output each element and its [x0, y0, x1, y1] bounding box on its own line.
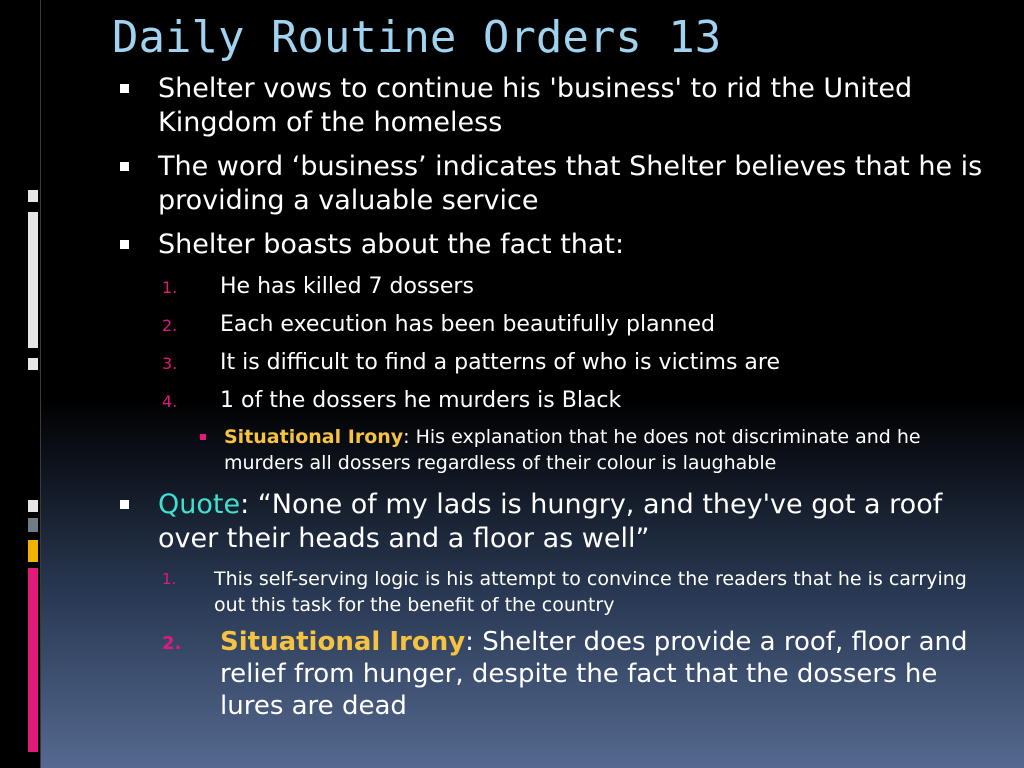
quote-point-2 — [120, 626, 1000, 722]
bullet-boasts — [120, 228, 1000, 262]
decor-white-bar-2 — [28, 212, 38, 348]
quote-text: : “None of my lads is hungry, and they've got a roof over their heads and a floor as well” — [158, 489, 943, 554]
square-bullet-icon — [120, 240, 129, 249]
list-number: 1. — [162, 278, 178, 297]
square-bullet-icon — [120, 500, 129, 509]
fact-item-1 — [120, 272, 1000, 302]
irony-text: : His explanation that he does not discriminate and he murders all dossers regardless of their colour is laughable — [224, 426, 921, 474]
irony-label: Situational Irony — [224, 426, 404, 448]
slide-title: Daily Routine Orders 13 — [112, 12, 722, 63]
decor-yellow-bar — [28, 540, 38, 562]
decor-pink-bar — [28, 568, 38, 752]
slide-content — [120, 72, 1000, 722]
sidebar-decoration — [0, 0, 41, 768]
decor-white-bar-4 — [28, 500, 38, 512]
quote-point-1 — [120, 566, 1000, 618]
bullet-quote — [120, 488, 1000, 556]
quote-label: Quote — [158, 489, 241, 520]
decor-white-bar-1 — [28, 190, 38, 202]
bullet-business-vow — [120, 72, 1000, 140]
list-number: 2. — [162, 633, 182, 654]
fact-text: He has killed 7 dossers — [220, 274, 474, 299]
list-number: 4. — [162, 392, 178, 411]
square-bullet-icon — [120, 84, 129, 93]
irony-label: Situational Irony — [220, 627, 466, 657]
bullet-text: Shelter vows to continue his 'business' to rid the United Kingdom of the homeless — [158, 73, 913, 138]
fact-item-2 — [120, 310, 1000, 340]
decor-gray-bar — [28, 518, 38, 532]
fact-text: 1 of the dossers he murders is Black — [220, 388, 622, 413]
bullet-text: The word ‘business’ indicates that Shelter believes that he is providing a valuable service — [158, 151, 983, 216]
fact-text: It is difficult to find a patterns of who is victims are — [220, 350, 780, 375]
fact-item-4 — [120, 386, 1000, 416]
list-number: 3. — [162, 354, 178, 373]
bullet-business-meaning — [120, 150, 1000, 218]
bullet-text: Shelter boasts about the fact that: — [158, 229, 625, 260]
fact-text: Each execution has been beautifully planned — [220, 312, 715, 337]
quote-point-text: This self-serving logic is his attempt to convince the readers that he is carrying out this task for the benefit of the country — [214, 568, 967, 616]
decor-white-bar-3 — [28, 358, 38, 370]
quote-point-text: : Shelter does provide a roof, floor and relief from hunger, despite the fact that the dossers he lures are dead — [220, 627, 968, 721]
list-number: 2. — [162, 316, 178, 335]
square-bullet-icon — [120, 162, 129, 171]
irony-note — [224, 424, 1000, 476]
list-number: 1. — [162, 570, 177, 588]
fact-item-3 — [120, 348, 1000, 378]
small-square-bullet-icon — [200, 434, 206, 440]
